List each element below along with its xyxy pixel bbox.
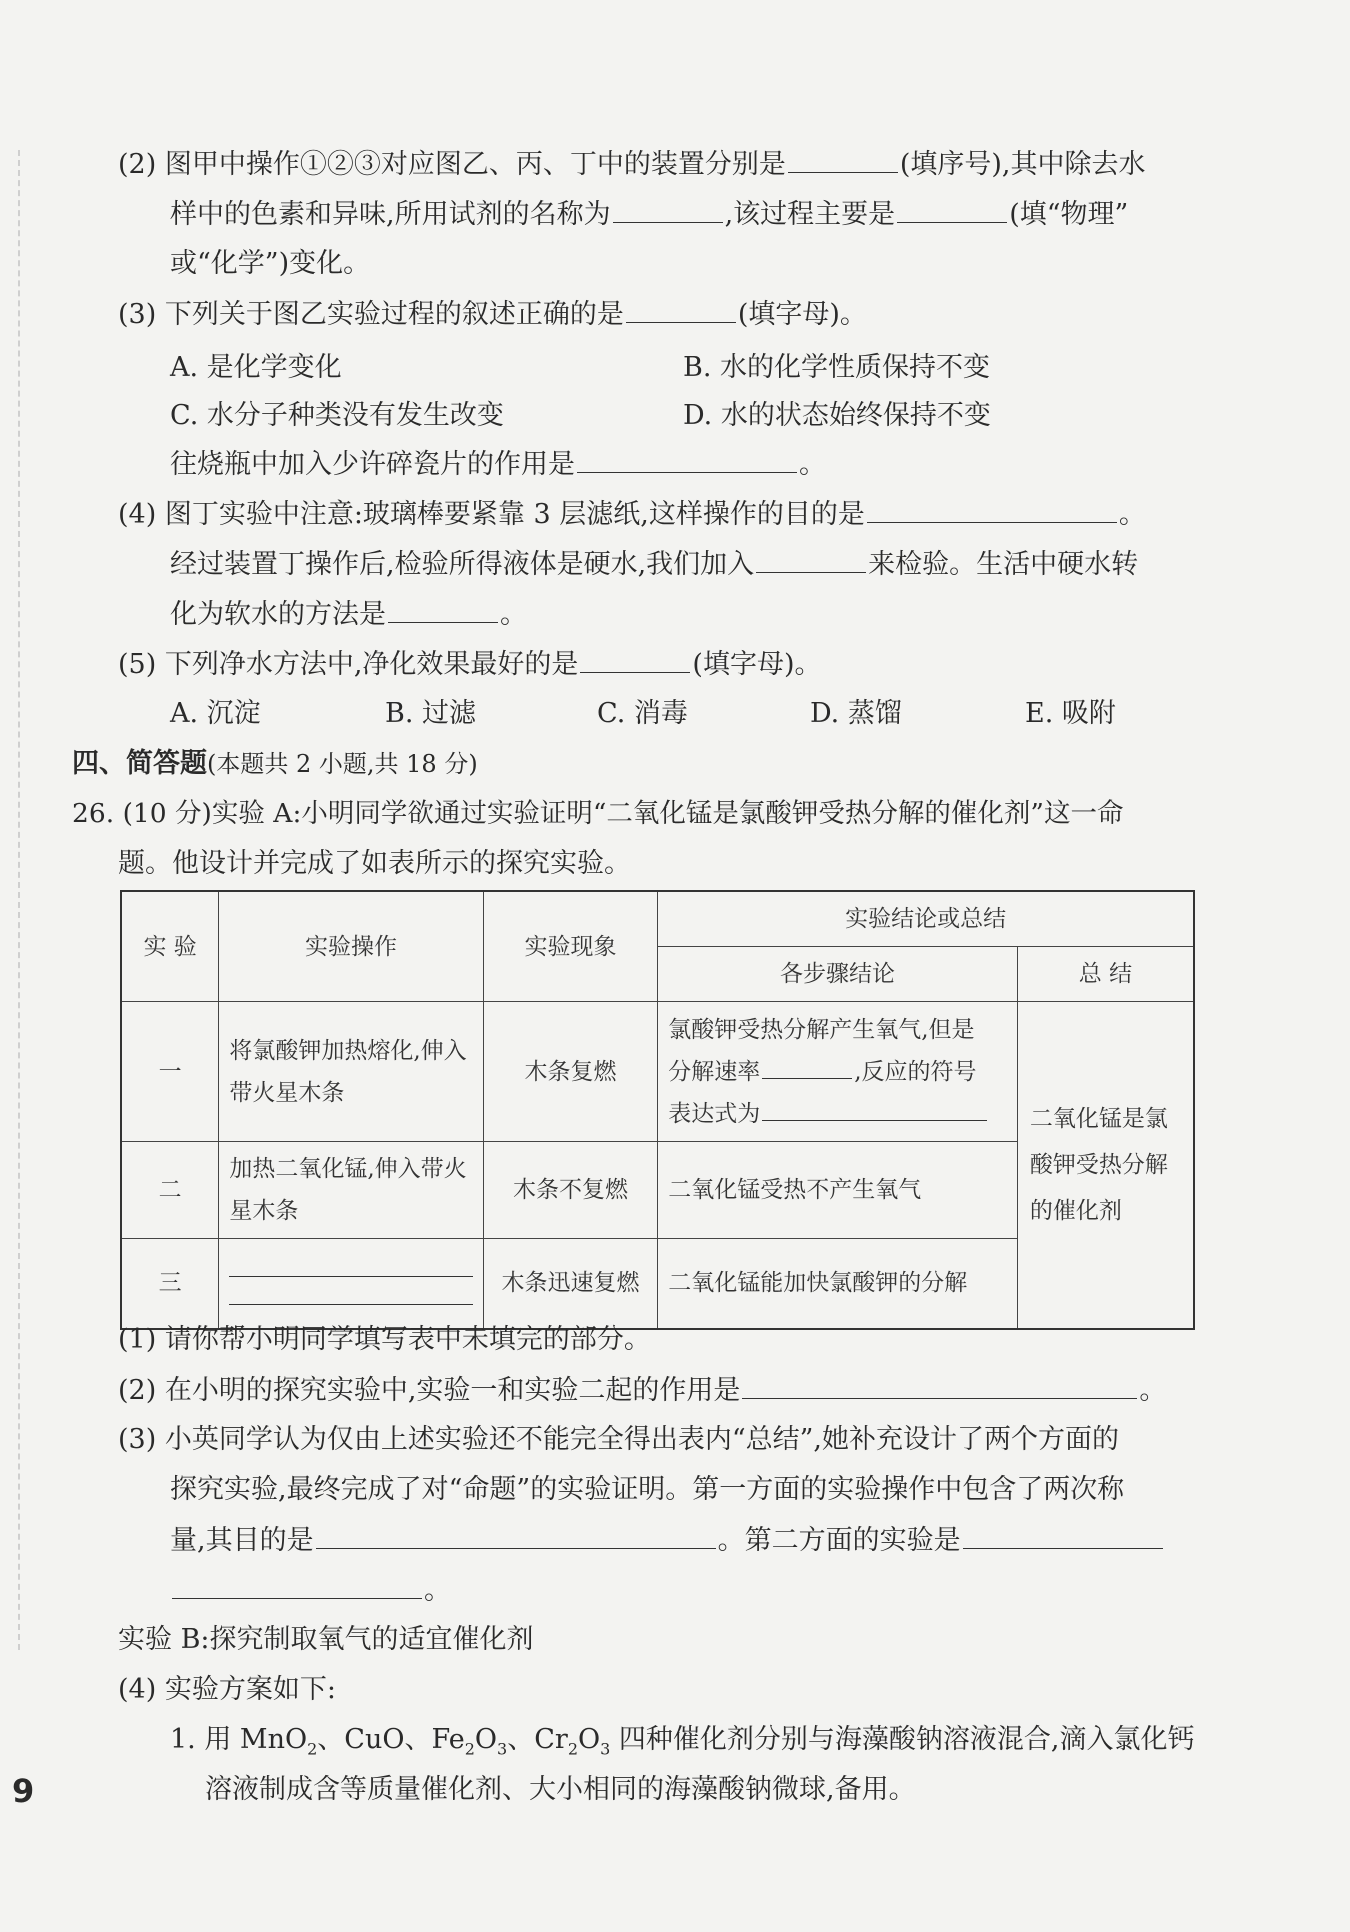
- answer-blank[interactable]: [756, 546, 866, 573]
- q5-text: (填字母)。: [692, 649, 822, 680]
- section-title: 四、简答题: [72, 748, 207, 779]
- q5-option-d: D. 蒸馏: [810, 698, 902, 729]
- answer-blank[interactable]: [172, 1572, 422, 1599]
- page-number: 9: [12, 1772, 35, 1810]
- row-number: 三: [121, 1239, 219, 1329]
- row-phenomenon: 木条复燃: [483, 1002, 658, 1142]
- conclusion-text: ,反应的符号: [854, 1058, 977, 1085]
- item-text: 1. 用 MnO: [170, 1724, 308, 1755]
- q4-line1: [118, 496, 1146, 533]
- answer-blank[interactable]: [963, 1522, 1163, 1549]
- q4-line3: [170, 596, 527, 633]
- answer-blank[interactable]: [897, 196, 1007, 223]
- row-operation-blank[interactable]: [219, 1239, 483, 1329]
- conclusion-text: 分解速率: [668, 1058, 761, 1085]
- experiment-table: [120, 890, 1195, 1330]
- row-conclusion: 二氧化锰能加快氯酸钾的分解: [658, 1239, 1018, 1329]
- experiment-b-title: 实验 B:探究制取氧气的适宜催化剂: [118, 1624, 534, 1655]
- conclusion-text: 表达式为: [668, 1100, 761, 1127]
- q5-option-a: A. 沉淀: [170, 698, 261, 729]
- q26-text: (2) 在小明的探究实验中,实验一和实验二起的作用是: [118, 1375, 741, 1406]
- row-conclusion: [658, 1002, 1018, 1142]
- answer-blank[interactable]: [388, 596, 498, 623]
- q26-sub4-item1-line1: [170, 1722, 1195, 1767]
- q26-sub1: (1) 请你帮小明同学填写表中未填完的部分。: [118, 1324, 651, 1355]
- subscript: 3: [497, 1739, 508, 1759]
- q2-text: (填“物理”: [1009, 199, 1129, 230]
- item-text: O: [578, 1724, 601, 1755]
- header-summary: 总 结: [1017, 947, 1194, 1002]
- answer-line[interactable]: [229, 1275, 472, 1277]
- answer-blank[interactable]: [316, 1522, 716, 1549]
- answer-line[interactable]: [229, 1303, 472, 1305]
- item-text: O: [474, 1724, 498, 1755]
- section-note: (本题共 2 小题,共 18 分): [207, 750, 478, 778]
- summary-cell: 二氧化锰是氯酸钾受热分解的催化剂: [1017, 1002, 1194, 1329]
- conclusion-line: [668, 1093, 1007, 1135]
- q26-sub2: [118, 1372, 1166, 1409]
- q3-line1: [118, 296, 867, 333]
- q5-option-c: C. 消毒: [597, 698, 688, 729]
- margin-dashed-line: [18, 150, 20, 1650]
- row-operation: 将氯酸钾加热熔化,伸入带火星木条: [219, 1002, 483, 1142]
- subscript: 2: [464, 1739, 475, 1759]
- q2-text: (2) 图甲中操作①②③对应图乙、丙、丁中的装置分别是: [118, 149, 786, 180]
- subscript: 2: [567, 1739, 578, 1759]
- q4-text: 经过装置丁操作后,检验所得液体是硬水,我们加入: [170, 549, 755, 580]
- subscript: 3: [600, 1739, 611, 1759]
- q26-sub4: (4) 实验方案如下:: [118, 1674, 336, 1705]
- header-conclusion: 实验结论或总结: [658, 891, 1194, 947]
- q5-option-e: E. 吸附: [1025, 698, 1116, 729]
- q4-text: 。: [1118, 499, 1146, 530]
- header-phenomenon: 实验现象: [483, 891, 658, 1002]
- q26-line2: 题。他设计并完成了如表所示的探究实验。: [118, 848, 631, 879]
- q3-text: (填字母)。: [737, 299, 867, 330]
- row-number: 一: [121, 1002, 219, 1142]
- q3-option-b: B. 水的化学性质保持不变: [683, 352, 991, 383]
- q26-sub3-line2: 探究实验,最终完成了对“命题”的实验证明。第一方面的实验操作中包含了两次称: [170, 1474, 1125, 1505]
- conclusion-line: [668, 1051, 1007, 1093]
- q5-text: (5) 下列净水方法中,净化效果最好的是: [118, 649, 579, 680]
- q26-sub3-line4: [170, 1572, 451, 1609]
- header-operation: 实验操作: [219, 891, 483, 1002]
- q4-text: (4) 图丁实验中注意:玻璃棒要紧靠 3 层滤纸,这样操作的目的是: [118, 499, 865, 530]
- q3-line4: [170, 446, 826, 483]
- header-experiment: 实 验: [121, 891, 219, 1002]
- item-text: 、CuO、Fe: [317, 1724, 465, 1755]
- row-number: 二: [121, 1142, 219, 1239]
- answer-blank[interactable]: [580, 646, 690, 673]
- answer-blank[interactable]: [577, 446, 797, 473]
- subscript: 2: [307, 1739, 318, 1759]
- section-heading: [72, 746, 478, 782]
- table-row: [121, 1002, 1194, 1142]
- item-text: 四种催化剂分别与海藻酸钠溶液混合,滴入氯化钙: [610, 1724, 1195, 1755]
- q26-sub4-item1-line2: 溶液制成含等质量催化剂、大小相同的海藻酸钠微球,备用。: [205, 1774, 916, 1805]
- q5-line1: [118, 646, 822, 683]
- q5-option-b: B. 过滤: [385, 698, 477, 729]
- q4-text: 。: [500, 599, 527, 630]
- row-phenomenon: 木条迅速复燃: [483, 1239, 658, 1329]
- q26-text: 。: [424, 1575, 451, 1606]
- q4-text: 来检验。生活中硬水转: [868, 549, 1139, 580]
- row-operation: 加热二氧化锰,伸入带火星木条: [219, 1142, 483, 1239]
- q26-sub3-line3: [170, 1522, 1165, 1559]
- row-conclusion: 二氧化锰受热不产生氧气: [658, 1142, 1018, 1239]
- q2-line1: [118, 146, 1145, 183]
- row-phenomenon: 木条不复燃: [483, 1142, 658, 1239]
- q3-option-d: D. 水的状态始终保持不变: [683, 400, 991, 431]
- answer-blank[interactable]: [613, 196, 723, 223]
- q4-text: 化为软水的方法是: [170, 599, 386, 630]
- answer-blank[interactable]: [742, 1372, 1137, 1399]
- conclusion-text: 氯酸钾受热分解产生氧气,但是: [668, 1016, 975, 1043]
- item-text: 、Cr: [507, 1724, 568, 1755]
- q26-sub3-line1: (3) 小英同学认为仅由上述实验还不能完全得出表内“总结”,她补充设计了两个方面的: [118, 1424, 1120, 1455]
- q26-line1: 26. (10 分)实验 A:小明同学欲通过实验证明“二氧化锰是氯酸钾受热分解的催化剂”这一命: [72, 798, 1124, 829]
- answer-blank[interactable]: [762, 1098, 987, 1121]
- q3-option-c: C. 水分子种类没有发生改变: [170, 400, 504, 431]
- answer-blank[interactable]: [626, 296, 736, 323]
- q3-text: 往烧瓶中加入少许碎瓷片的作用是: [170, 449, 575, 480]
- answer-blank[interactable]: [762, 1056, 852, 1079]
- q4-line2: [170, 546, 1138, 583]
- answer-blank[interactable]: [788, 146, 898, 173]
- q26-text: 。第二方面的实验是: [717, 1525, 961, 1556]
- q2-line3: 或“化学”)变化。: [170, 248, 371, 279]
- q3-text: 。: [799, 449, 826, 480]
- q2-line2: [170, 196, 1128, 233]
- q2-text: ,该过程主要是: [724, 199, 896, 230]
- q3-text: (3) 下列关于图乙实验过程的叙述正确的是: [118, 299, 624, 330]
- q3-option-a: A. 是化学变化: [170, 352, 342, 383]
- q2-text: (填序号),其中除去水: [899, 149, 1146, 180]
- q26-text: 。: [1139, 1375, 1167, 1406]
- q2-text: 样中的色素和异味,所用试剂的名称为: [170, 199, 611, 230]
- q26-text: 量,其目的是: [170, 1525, 314, 1556]
- header-step-conclusion: 各步骤结论: [658, 947, 1018, 1002]
- answer-blank[interactable]: [867, 496, 1117, 523]
